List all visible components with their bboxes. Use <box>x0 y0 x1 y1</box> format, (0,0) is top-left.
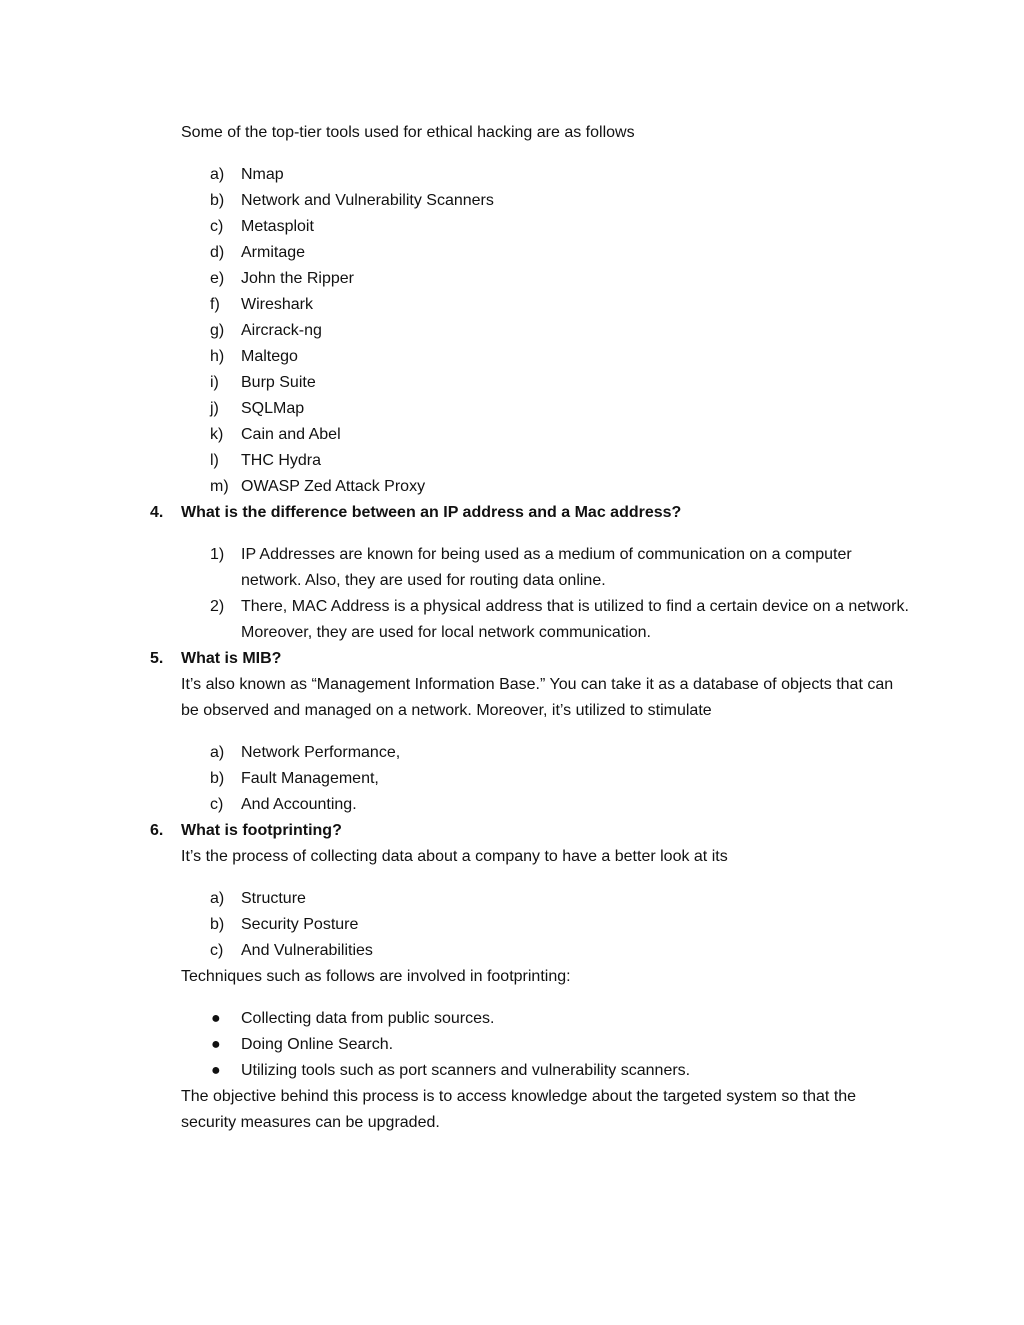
question-6-heading <box>150 818 911 844</box>
list-marker: k) <box>210 426 224 443</box>
question-text: What is the difference between an IP address and a Mac address? <box>181 504 682 521</box>
list-item-text: OWASP Zed Attack Proxy <box>241 478 426 495</box>
list-marker: j) <box>210 400 219 417</box>
list-item <box>181 1006 911 1032</box>
question-6-list <box>181 886 911 964</box>
list-item <box>181 422 911 448</box>
list-item <box>181 266 911 292</box>
bullet-icon: ● <box>211 1036 221 1053</box>
list-item-text: Wireshark <box>241 296 314 313</box>
list-item-text: Aircrack-ng <box>241 322 322 339</box>
list-marker: c) <box>210 942 224 959</box>
list-item <box>181 474 911 500</box>
list-item <box>181 792 911 818</box>
list-item-text: Network and Vulnerability Scanners <box>241 192 494 209</box>
list-item-text: Metasploit <box>241 218 314 235</box>
conclusion-paragraph: The objective behind this process is to access knowledge about the targeted system so that the security measures can be upgraded. <box>181 1088 857 1131</box>
question-5-answer: It’s also known as “Management Information Base.” You can take it as a database of objects that can be observed and managed on a network. Moreover, it’s utilized to stimulate <box>181 676 894 719</box>
bullet-icon: ● <box>211 1010 221 1027</box>
list-item <box>181 1032 911 1058</box>
list-item <box>181 292 911 318</box>
list-marker: i) <box>210 374 219 391</box>
list-item <box>181 240 911 266</box>
question-5-list <box>181 740 911 818</box>
question-6-answer: It’s the process of collecting data about a company to have a better look at its <box>181 848 728 865</box>
list-item <box>181 448 911 474</box>
list-marker: c) <box>210 218 224 235</box>
list-marker: 1) <box>210 546 225 563</box>
list-marker: c) <box>210 796 224 813</box>
list-item <box>181 740 911 766</box>
list-item <box>181 162 911 188</box>
list-item <box>181 188 911 214</box>
list-item-text: SQLMap <box>241 400 305 417</box>
list-marker: a) <box>210 166 225 183</box>
list-item <box>181 912 911 938</box>
list-marker: d) <box>210 244 225 261</box>
list-marker: b) <box>210 770 225 787</box>
list-item-text: Collecting data from public sources. <box>241 1010 495 1027</box>
list-item-text: IP Addresses are known for being used as a medium of communication on a computer network. Also, they are used for routing data online. <box>241 546 852 589</box>
question-4-answers <box>181 542 911 646</box>
techniques-intro: Techniques such as follows are involved in footprinting: <box>181 968 571 985</box>
list-item <box>181 344 911 370</box>
question-number: 6. <box>150 822 164 839</box>
list-item <box>181 542 911 594</box>
list-item-text: Doing Online Search. <box>241 1036 394 1053</box>
list-item <box>181 318 911 344</box>
list-item-text: And Accounting. <box>241 796 357 813</box>
question-5-heading <box>150 646 911 672</box>
list-item <box>181 938 911 964</box>
list-item <box>181 396 911 422</box>
question-text: What is footprinting? <box>181 822 342 839</box>
list-marker: b) <box>210 192 225 209</box>
list-item <box>181 214 911 240</box>
bullet-icon: ● <box>211 1062 221 1079</box>
list-marker: a) <box>210 890 225 907</box>
question-number: 4. <box>150 504 164 521</box>
list-item <box>181 594 911 646</box>
list-item-text: Maltego <box>241 348 298 365</box>
list-item <box>181 886 911 912</box>
question-number: 5. <box>150 650 164 667</box>
tools-list <box>181 162 911 500</box>
list-item-text: Fault Management, <box>241 770 379 787</box>
list-marker: 2) <box>210 598 225 615</box>
list-item <box>181 370 911 396</box>
list-item-text: Security Posture <box>241 916 359 933</box>
list-item-text: Network Performance, <box>241 744 401 761</box>
list-marker: e) <box>210 270 225 287</box>
list-item-text: Structure <box>241 890 306 907</box>
list-item-text: John the Ripper <box>241 270 354 287</box>
question-4-heading <box>150 500 911 526</box>
list-marker: a) <box>210 744 225 761</box>
list-item-text: And Vulnerabilities <box>241 942 373 959</box>
list-item-text: Cain and Abel <box>241 426 341 443</box>
question-text: What is MIB? <box>181 650 282 667</box>
list-item-text: Nmap <box>241 166 284 183</box>
list-item-text: There, MAC Address is a physical address that is utilized to find a certain device on a network. Moreover, they are used for local network communication. <box>241 598 909 641</box>
list-item <box>181 1058 911 1084</box>
list-marker: m) <box>210 478 229 495</box>
tools-intro: Some of the top-tier tools used for ethical hacking are as follows <box>181 124 635 141</box>
list-item-text: Burp Suite <box>241 374 316 391</box>
list-marker: g) <box>210 322 225 339</box>
techniques-list <box>181 1006 911 1084</box>
list-item-text: Armitage <box>241 244 306 261</box>
list-item-text: THC Hydra <box>241 452 322 469</box>
list-item-text: Utilizing tools such as port scanners and vulnerability scanners. <box>241 1062 691 1079</box>
list-marker: l) <box>210 452 219 469</box>
list-marker: b) <box>210 916 225 933</box>
list-marker: f) <box>210 296 220 313</box>
list-item <box>181 766 911 792</box>
list-marker: h) <box>210 348 225 365</box>
document-body <box>150 120 911 1136</box>
